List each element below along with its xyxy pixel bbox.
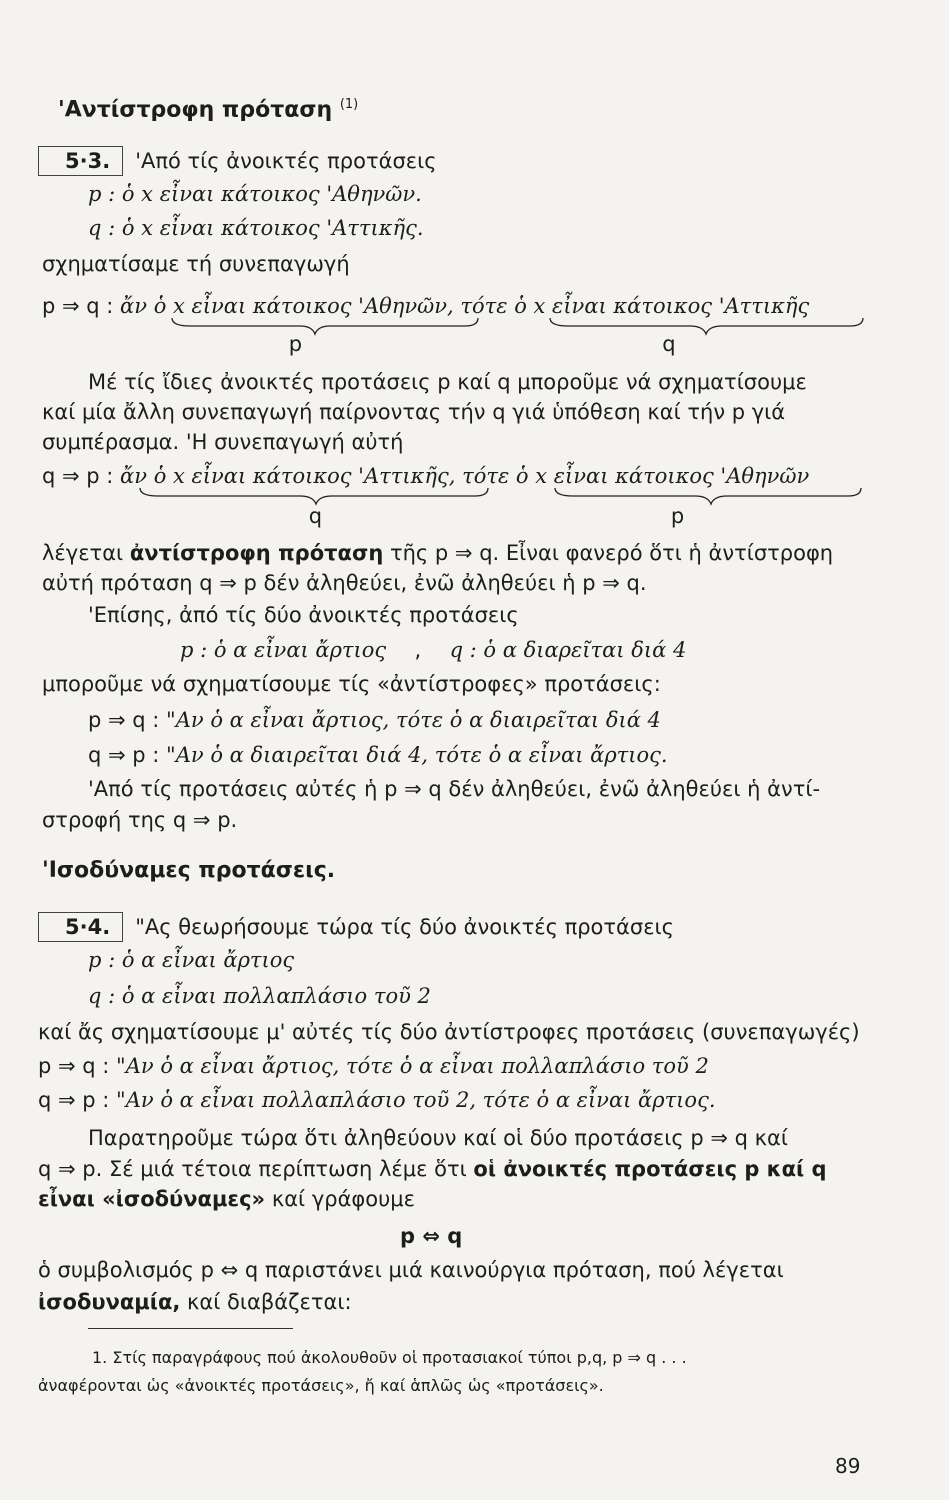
text-observe-l2: q ⇒ p. Σέ μιά τέτοια περίπτωση λέμε ὅτι οἱ ἀνοικτές προτάσεις p καί q	[38, 1157, 827, 1181]
brace-label-p: p	[288, 332, 303, 356]
text-symbolism-l1: ὁ συμβολισμός p ⇔ q παριστάνει μιά καινούργια πρόταση, πού λέγεται	[38, 1258, 784, 1282]
implication-54-2: q ⇒ p : "Αν ὁ α εἶναι πολλαπλάσιο τοῦ 2, τότε ὁ α εἶναι ἄρτιος.	[38, 1088, 716, 1112]
text-from-these-l1: 'Από τίς προτάσεις αὐτές ἡ p ⇒ q δέν ἀληθεύει, ἐνῶ ἀληθεύει ἡ ἀντί-	[88, 777, 821, 801]
brace-label-q-2: q	[308, 504, 323, 528]
section-5-4-intro: 5·4. "Ας θεωρήσουμε τώρα τίς δύο ἀνοικτές προτάσεις	[38, 912, 674, 942]
converse-1: p ⇒ q : "Αν ὁ α εἶναι ἄρτιος, τότε ὁ α διαιρεῖται διά 4	[88, 708, 661, 732]
text-can-form-converses: μποροῦμε νά σχηματίσουμε τίς «ἀντίστροφες» προτάσεις:	[42, 672, 661, 696]
implication-q-p-underbraced: q ⇒ p : ἄν ὁ x εἶναι κάτοικος 'Αττικῆς, q τότε ὁ x εἶναι κάτοικος 'Αθηνῶν p	[42, 464, 810, 528]
def-p-athens: p : ὁ x εἶναι κάτοικος 'Αθηνῶν.	[88, 182, 422, 206]
implication-54-1: p ⇒ q : "Αν ὁ α εἶναι ἄρτιος, τότε ὁ α εἶναι πολλαπλάσιο τοῦ 2	[38, 1054, 709, 1078]
underbrace-p-clause: ὁ x εἶναι κάτοικος 'Αθηνῶν, p	[153, 294, 454, 356]
text-from-these-l2: στροφή της q ⇒ p.	[42, 808, 238, 832]
def-q-attica: q : ὁ x εἶναι κάτοικος 'Αττικῆς.	[88, 216, 424, 240]
brace-label-q: q	[662, 332, 676, 356]
def-p-even: p : ὁ α εἶναι ἄρτιος	[88, 948, 295, 972]
text-converse-not-true: αὐτή πρόταση q ⇒ p δέν ἀληθεύει, ἐνῶ ἀληθεύει ἡ p ⇒ q.	[42, 571, 647, 595]
converse-2: q ⇒ p : "Αν ὁ α διαιρεῖται διά 4, τότε ὁ α εἶναι ἄρτιος.	[88, 743, 668, 767]
section-heading-equivalent: 'Ισοδύναμες προτάσεις.	[42, 858, 336, 883]
implication-p-q-underbraced: p ⇒ q : ἄν ὁ x εἶναι κάτοικος 'Αθηνῶν, p τότε ὁ x εἶναι κάτοικος 'Αττικῆς q	[42, 294, 810, 356]
para-same-propositions-l2: καί μία ἄλλη συνεπαγωγή παίρνοντας τήν q γιά ὑπόθεση καί τήν p γιά	[42, 400, 786, 424]
text-form-implications: καί ἄς σχηματίσουμε μ' αὐτές τίς δύο ἀντίστροφες προτάσεις (συνεπαγωγές)	[38, 1020, 860, 1044]
footnote-ref: (1)	[339, 97, 359, 112]
text-observe-l3: εἶναι «ἰσοδύναμες» καί γράφουμε	[38, 1187, 415, 1211]
text-observe-l1: Παρατηροῦμε τώρα ὅτι ἀληθεύουν καί οἱ δύο προτάσεις p ⇒ q καί	[88, 1126, 788, 1150]
underbrace-p-2	[555, 488, 861, 504]
underbrace-set-1	[172, 318, 863, 334]
text-symbolism-l2: ἰσοδυναμία, καί διαβάζεται:	[38, 1290, 352, 1314]
section-heading-converse: 'Αντίστροφη πρόταση $^{(1)}$	[58, 97, 359, 123]
def-q-multiple-of-2: q : ὁ α εἶναι πολλαπλάσιο τοῦ 2	[88, 984, 431, 1008]
para-same-propositions-l1: Μέ τίς ἴδιες ἀνοικτές προτάσεις p καί q μποροῦμε νά σχηματίσουμε	[88, 370, 807, 394]
underbrace-q-clause: ὁ x εἶναι κάτοικος 'Αττικῆς q	[514, 294, 810, 356]
brace-label-p-2: p	[670, 504, 685, 528]
section-number-5-3: 5·3.	[38, 146, 123, 176]
section-5-3-intro: 5·3. 'Από τίς ἀνοικτές προτάσεις	[38, 146, 437, 176]
text-formed-implication: σχηματίσαμε τή συνεπαγωγή	[42, 252, 350, 276]
underbrace-q-clause-2: ὁ x εἶναι κάτοικος 'Αττικῆς, q	[153, 464, 456, 528]
para-same-propositions-l3: συμπέρασμα. 'Η συνεπαγωγή αὐτή	[42, 430, 404, 454]
underbrace-p-1	[172, 318, 478, 334]
page-number: 89	[835, 1454, 861, 1478]
underbrace-p-clause-2: ὁ x εἶναι κάτοικος 'Αθηνῶν p	[515, 464, 810, 528]
term-equivalent: εἶναι «ἰσοδύναμες»	[38, 1187, 266, 1211]
footnote-line-1: 1. Στίς παραγράφους πού ἀκολουθοῦν οἱ προτασιακοί τύποι p,q, p ⇒ q . . .	[92, 1348, 687, 1367]
section-number-5-4: 5·4.	[38, 912, 123, 942]
term-open-propositions: οἱ ἀνοικτές προτάσεις p καί q	[473, 1157, 827, 1181]
underbrace-set-2	[140, 488, 861, 504]
term-converse: ἀντίστροφη πρόταση	[129, 541, 384, 565]
text-called-converse: λέγεται ἀντίστροφη πρόταση τῆς p ⇒ q. Εἶναι φανερό ὅτι ἡ ἀντίστροφη	[42, 541, 834, 565]
text-also: 'Επίσης, ἀπό τίς δύο ἀνοικτές προτάσεις	[88, 603, 519, 627]
footnote-line-2: ἀναφέρονται ὡς «ἀνοικτές προτάσεις», ἤ καί ἁπλῶς ὡς «προτάσεις».	[38, 1376, 604, 1395]
formula-equivalence: p ⇔ q	[400, 1224, 463, 1248]
def-pair-even-div4: p : ὁ α εἶναι ἄρτιος , q : ὁ α διαρεῖται διά 4	[180, 638, 687, 662]
term-equivalence: ἰσοδυναμία,	[38, 1290, 181, 1314]
footnote-divider	[88, 1328, 293, 1329]
underbrace-q-1	[550, 318, 863, 334]
